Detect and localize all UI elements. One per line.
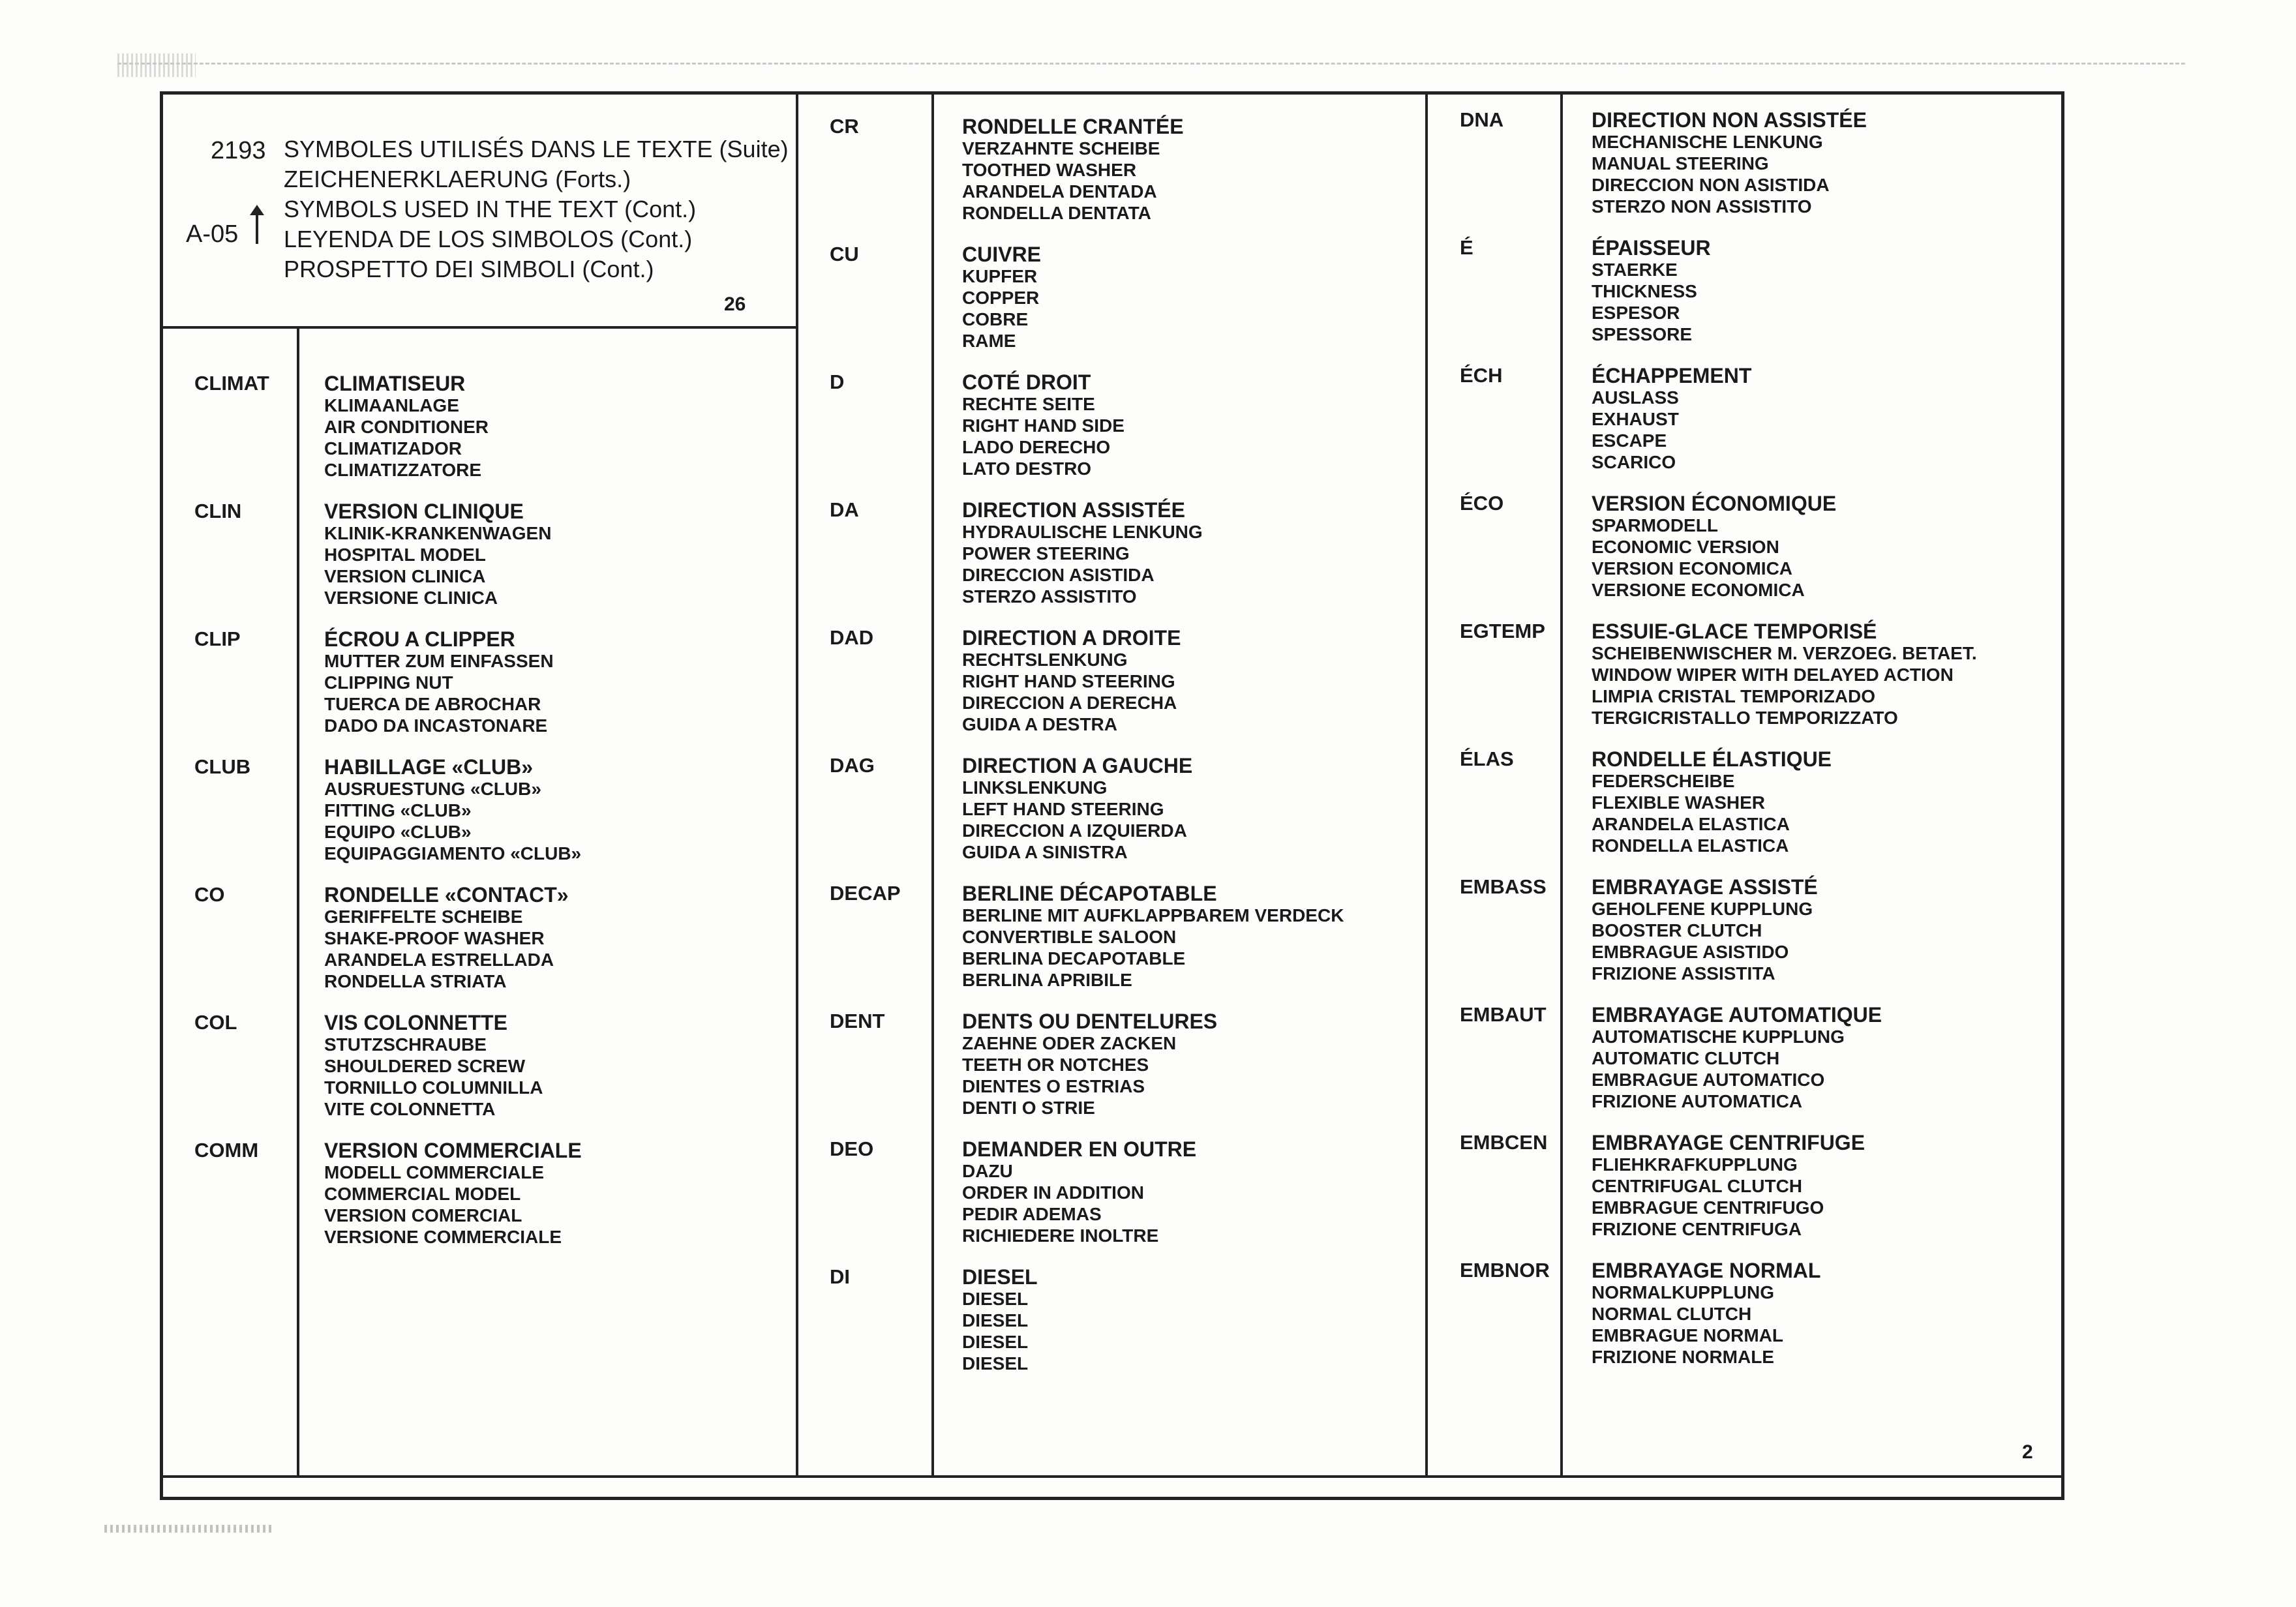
entry-translations <box>324 501 551 608</box>
entry-term-french: HABILLAGE «CLUB» <box>324 755 534 779</box>
column-divider <box>1425 91 1428 1477</box>
entry-term-translation: FLIEHKRAFKUPPLUNG <box>1592 1154 1798 1175</box>
entry-term-french: DIRECTION ASSISTÉE <box>962 498 1185 522</box>
entry-term-translation: EMBRAGUE NORMAL <box>1592 1325 1783 1345</box>
entry-abbreviation: EGTEMP <box>1460 620 1545 642</box>
entry-term-translation: STAERKE <box>1592 260 1678 280</box>
title-line-es: LEYENDA DE LOS SIMBOLOS (Cont.) <box>284 226 693 252</box>
entry-term-translation: CLIPPING NUT <box>324 672 453 693</box>
entry-term-translation: GERIFFELTE SCHEIBE <box>324 907 523 927</box>
entry-term-translation: DIRECCION NON ASISTIDA <box>1592 175 1830 195</box>
entry-translations <box>1592 1004 1882 1112</box>
entry-term-translation: ARANDELA ELASTICA <box>1592 814 1790 834</box>
entry-translations <box>1592 110 1867 217</box>
entry-term-translation: THICKNESS <box>1592 281 1697 301</box>
entry-abbreviation: É <box>1460 236 1473 259</box>
entry-term-translation: BOOSTER CLUTCH <box>1592 920 1762 940</box>
entry-term-translation: ORDER IN ADDITION <box>962 1182 1144 1203</box>
entry-translations <box>962 1139 1196 1246</box>
entry-term-translation: RONDELLA STRIATA <box>324 971 507 991</box>
column-divider <box>1560 91 1563 1477</box>
entry-term-french: EMBRAYAGE ASSISTÉ <box>1592 875 1818 899</box>
entry-term-french: ÉPAISSEUR <box>1592 236 1711 260</box>
entry-term-translation: EXHAUST <box>1592 409 1679 429</box>
entry-translations <box>962 116 1184 224</box>
document-title <box>284 134 789 284</box>
entry-term-translation: PEDIR ADEMAS <box>962 1204 1102 1224</box>
entry-term-translation: FRIZIONE CENTRIFUGA <box>1592 1219 1802 1239</box>
entry-term-translation: LINKSLENKUNG <box>962 777 1108 798</box>
entry-term-translation: STERZO ASSISTITO <box>962 586 1137 607</box>
entry-abbreviation: CO <box>194 883 225 906</box>
entry-abbreviation: DI <box>830 1265 850 1288</box>
entry-abbreviation: CLUB <box>194 755 251 778</box>
entry-term-translation: LADO DERECHO <box>962 437 1111 457</box>
title-line-de: ZEICHENERKLAERUNG (Forts.) <box>284 166 631 192</box>
entry-abbreviation: ÉLAS <box>1460 747 1514 770</box>
entry-term-translation: RIGHT HAND SIDE <box>962 415 1125 436</box>
entry-term-translation: DIENTES O ESTRIAS <box>962 1076 1145 1096</box>
column-divider <box>931 91 934 1477</box>
entry-translations <box>1592 493 1836 601</box>
entry-term-translation: VERSION COMERCIAL <box>324 1205 522 1225</box>
scan-artifact-bottom <box>104 1525 274 1533</box>
bottom-rule <box>160 1475 2064 1478</box>
entry-translations <box>962 500 1203 607</box>
entry-term-translation: DIESEL <box>962 1310 1029 1330</box>
entry-term-translation: DAZU <box>962 1161 1013 1181</box>
entry-term-translation: EQUIPO «CLUB» <box>324 822 472 842</box>
entry-term-translation: SCHEIBENWISCHER M. VERZOEG. BETAET. <box>1592 643 1977 663</box>
entry-term-translation: VERZAHNTE SCHEIBE <box>962 138 1160 158</box>
title-line-en: SYMBOLS USED IN THE TEXT (Cont.) <box>284 196 697 222</box>
entry-term-french: ESSUIE-GLACE TEMPORISÉ <box>1592 620 1877 643</box>
entry-term-translation: EQUIPAGGIAMENTO «CLUB» <box>324 843 582 864</box>
entry-translations <box>324 373 489 481</box>
entry-abbreviation: CLIN <box>194 500 242 522</box>
column-divider <box>297 326 299 1477</box>
entry-term-translation: FRIZIONE AUTOMATICA <box>1592 1091 1803 1111</box>
entry-term-translation: FITTING «CLUB» <box>324 800 472 820</box>
entry-translations <box>324 1012 543 1120</box>
entry-term-french: RONDELLE ÉLASTIQUE <box>1592 747 1832 771</box>
entry-abbreviation: EMBCEN <box>1460 1131 1548 1154</box>
entry-term-translation: GUIDA A SINISTRA <box>962 842 1128 862</box>
entry-abbreviation: D <box>830 370 845 393</box>
entry-translations <box>962 1011 1217 1119</box>
entry-term-french: VERSION CLINIQUE <box>324 500 524 523</box>
entry-term-translation: VERSIONE COMMERCIALE <box>324 1227 562 1247</box>
entry-term-translation: DADO DA INCASTONARE <box>324 715 548 736</box>
entry-translations <box>962 1267 1038 1374</box>
entry-term-translation: RAME <box>962 331 1016 351</box>
entry-term-translation: RECHTSLENKUNG <box>962 650 1128 670</box>
entry-term-translation: COBRE <box>962 309 1029 329</box>
document-code: 2193 <box>211 137 266 164</box>
header-bottom-rule <box>160 326 796 329</box>
entry-term-french: RONDELLE «CONTACT» <box>324 883 569 907</box>
entry-term-french: VIS COLONNETTE <box>324 1011 507 1034</box>
entry-translations <box>1592 621 1977 728</box>
entry-term-translation: VITE COLONNETTA <box>324 1099 496 1119</box>
entry-term-french: CLIMATISEUR <box>324 372 466 395</box>
entry-term-translation: TEETH OR NOTCHES <box>962 1055 1149 1075</box>
entry-term-french: EMBRAYAGE CENTRIFUGE <box>1592 1131 1865 1154</box>
entry-abbreviation: DA <box>830 498 859 521</box>
entry-abbreviation: DAG <box>830 754 875 777</box>
entry-term-french: DIRECTION NON ASSISTÉE <box>1592 108 1867 132</box>
entry-term-translation: TERGICRISTALLO TEMPORIZZATO <box>1592 708 1898 728</box>
entry-term-translation: TOOTHED WASHER <box>962 160 1137 180</box>
entry-abbreviation: ÉCO <box>1460 492 1504 515</box>
entry-term-translation: ARANDELA ESTRELLADA <box>324 950 554 970</box>
entry-term-french: BERLINE DÉCAPOTABLE <box>962 882 1217 905</box>
entry-term-french: DEMANDER EN OUTRE <box>962 1137 1197 1161</box>
entry-term-translation: HOSPITAL MODEL <box>324 545 486 565</box>
entry-term-french: VERSION ÉCONOMIQUE <box>1592 492 1837 515</box>
entry-term-translation: COPPER <box>962 288 1040 308</box>
entry-term-translation: STUTZSCHRAUBE <box>324 1034 487 1055</box>
entry-term-translation: STERZO NON ASSISTITO <box>1592 196 1812 217</box>
entry-term-translation: KLINIK-KRANKENWAGEN <box>324 523 552 543</box>
page-number: 2 <box>2022 1441 2033 1463</box>
entry-abbreviation: EMBASS <box>1460 875 1547 898</box>
entry-term-translation: ECONOMIC VERSION <box>1592 537 1779 557</box>
entry-term-translation: DIRECCION A IZQUIERDA <box>962 820 1187 841</box>
entry-term-translation: SCARICO <box>1592 452 1676 472</box>
entry-term-translation: AUSRUESTUNG «CLUB» <box>324 779 541 799</box>
entry-term-translation: RONDELLA ELASTICA <box>1592 835 1789 856</box>
entry-term-translation: AIR CONDITIONER <box>324 417 489 437</box>
entry-translations <box>1592 237 1711 345</box>
document-header <box>170 97 789 325</box>
entry-term-translation: EMBRAGUE CENTRIFUGO <box>1592 1197 1824 1218</box>
entry-abbreviation: DEO <box>830 1137 874 1160</box>
entry-term-translation: MANUAL STEERING <box>1592 153 1769 173</box>
entry-term-translation: FLEXIBLE WASHER <box>1592 792 1766 813</box>
entry-abbreviation: ÉCH <box>1460 364 1503 387</box>
entry-term-translation: WINDOW WIPER WITH DELAYED ACTION <box>1592 665 1954 685</box>
title-line-fr: SYMBOLES UTILISÉS DANS LE TEXTE (Suite) <box>284 136 789 162</box>
entry-translations <box>962 372 1125 479</box>
entry-term-translation: VERSIONE ECONOMICA <box>1592 580 1805 600</box>
entry-term-translation: DENTI O STRIE <box>962 1098 1095 1118</box>
entry-term-translation: RICHIEDERE INOLTRE <box>962 1225 1159 1246</box>
arrow-up-icon <box>256 207 258 244</box>
entry-abbreviation: CLIMAT <box>194 372 269 395</box>
entry-term-translation: COMMERCIAL MODEL <box>324 1184 521 1204</box>
entry-abbreviation: CR <box>830 115 859 138</box>
entry-translations <box>1592 877 1818 984</box>
entry-abbreviation: DENT <box>830 1010 885 1032</box>
entry-term-translation: KUPFER <box>962 266 1038 286</box>
entry-term-french: ÉCHAPPEMENT <box>1592 364 1752 387</box>
entry-term-translation: FRIZIONE ASSISTITA <box>1592 963 1775 984</box>
entry-translations <box>962 755 1192 863</box>
entry-abbreviation: EMBAUT <box>1460 1003 1547 1026</box>
entry-term-translation: GUIDA A DESTRA <box>962 714 1117 734</box>
entry-term-translation: TORNILLO COLUMNILLA <box>324 1077 543 1098</box>
entry-translations <box>1592 365 1751 473</box>
entry-term-translation: AUSLASS <box>1592 387 1679 408</box>
entry-term-translation: MODELL COMMERCIALE <box>324 1162 545 1182</box>
entry-abbreviation: DECAP <box>830 882 901 905</box>
entry-abbreviation: CLIP <box>194 627 241 650</box>
entry-abbreviation: COL <box>194 1011 237 1034</box>
entry-term-translation: MECHANISCHE LENKUNG <box>1592 132 1823 152</box>
entry-term-translation: DIESEL <box>962 1353 1029 1374</box>
entry-term-translation: RONDELLA DENTATA <box>962 203 1151 223</box>
entry-term-french: VERSION COMMERCIALE <box>324 1139 582 1162</box>
entry-term-translation: ARANDELA DENTADA <box>962 181 1157 202</box>
entry-term-translation: BERLINE MIT AUFKLAPPBAREM VERDECK <box>962 905 1344 925</box>
scan-artifact-top <box>117 63 2185 65</box>
entry-term-translation: ESCAPE <box>1592 430 1667 451</box>
entry-abbreviation: EMBNOR <box>1460 1259 1550 1282</box>
entry-term-french: DIESEL <box>962 1265 1038 1289</box>
entry-term-translation: BERLINA APRIBILE <box>962 970 1132 990</box>
entry-translations <box>1592 1260 1820 1368</box>
scan-artifact-corner <box>117 53 196 77</box>
entry-term-translation: VERSION CLINICA <box>324 566 486 586</box>
entry-term-translation: SPESSORE <box>1592 324 1693 344</box>
section-reference: A-05 <box>186 220 239 248</box>
entry-term-translation: LIMPIA CRISTAL TEMPORIZADO <box>1592 686 1876 706</box>
entry-translations <box>1592 749 1832 856</box>
entry-term-french: CUIVRE <box>962 243 1041 266</box>
entry-term-translation: SPARMODELL <box>1592 515 1718 535</box>
entry-translations <box>324 1140 582 1248</box>
entry-term-translation: DIESEL <box>962 1332 1029 1352</box>
entry-term-translation: CENTRIFUGAL CLUTCH <box>1592 1176 1803 1196</box>
entry-translations <box>324 884 569 992</box>
entry-term-french: COTÉ DROIT <box>962 370 1091 394</box>
entry-translations <box>324 629 554 736</box>
entry-term-french: EMBRAYAGE AUTOMATIQUE <box>1592 1003 1882 1027</box>
entry-term-translation: GEHOLFENE KUPPLUNG <box>1592 899 1813 919</box>
entry-term-french: DIRECTION A DROITE <box>962 626 1181 650</box>
entry-term-french: DIRECTION A GAUCHE <box>962 754 1193 777</box>
entry-translations <box>962 244 1041 352</box>
header-page-number: 26 <box>724 293 746 315</box>
entry-term-translation: TUERCA DE ABROCHAR <box>324 694 541 714</box>
entry-term-translation: NORMAL CLUTCH <box>1592 1304 1752 1324</box>
entry-term-translation: NORMALKUPPLUNG <box>1592 1282 1774 1302</box>
entry-term-translation: RIGHT HAND STEERING <box>962 671 1175 691</box>
entry-term-french: EMBRAYAGE NORMAL <box>1592 1259 1821 1282</box>
entry-term-translation: SHOULDERED SCREW <box>324 1056 526 1076</box>
entry-term-translation: EMBRAGUE AUTOMATICO <box>1592 1070 1825 1090</box>
entry-term-translation: KLIMAANLAGE <box>324 395 459 415</box>
entry-abbreviation: COMM <box>194 1139 259 1162</box>
entry-term-translation: DIRECCION A DERECHA <box>962 693 1177 713</box>
entry-term-translation: DIRECCION ASISTIDA <box>962 565 1155 585</box>
entry-abbreviation: DAD <box>830 626 874 649</box>
entry-translations <box>1592 1132 1865 1240</box>
entry-term-translation: MUTTER ZUM EINFASSEN <box>324 651 554 671</box>
entry-term-translation: CONVERTIBLE SALOON <box>962 927 1177 947</box>
entry-term-translation: HYDRAULISCHE LENKUNG <box>962 522 1203 542</box>
entry-term-translation: EMBRAGUE ASISTIDO <box>1592 942 1789 962</box>
entry-term-translation: AUTOMATISCHE KUPPLUNG <box>1592 1027 1845 1047</box>
entry-term-french: ÉCROU A CLIPPER <box>324 627 515 651</box>
column-divider <box>796 91 798 1477</box>
entry-translations <box>962 627 1181 735</box>
entry-term-translation: VERSION ECONOMICA <box>1592 558 1793 578</box>
entry-abbreviation: CU <box>830 243 859 265</box>
entry-translations <box>962 883 1344 991</box>
entry-term-translation: RECHTE SEITE <box>962 394 1095 414</box>
entry-term-translation: BERLINA DECAPOTABLE <box>962 948 1186 969</box>
entry-term-translation: ESPESOR <box>1592 303 1680 323</box>
entry-term-translation: DIESEL <box>962 1289 1029 1309</box>
entry-term-translation: FEDERSCHEIBE <box>1592 771 1735 791</box>
entry-term-translation: POWER STEERING <box>962 543 1130 563</box>
entry-term-translation: CLIMATIZADOR <box>324 438 462 458</box>
entry-abbreviation: DNA <box>1460 108 1504 131</box>
entry-term-translation: LEFT HAND STEERING <box>962 799 1164 819</box>
entry-term-french: DENTS OU DENTELURES <box>962 1010 1218 1033</box>
entry-term-translation: FRIZIONE NORMALE <box>1592 1347 1774 1367</box>
entry-term-translation: VERSIONE CLINICA <box>324 588 498 608</box>
entry-term-translation: ZAEHNE ODER ZACKEN <box>962 1033 1177 1053</box>
entry-term-translation: CLIMATIZZATORE <box>324 460 482 480</box>
entry-term-translation: AUTOMATIC CLUTCH <box>1592 1048 1780 1068</box>
entry-term-translation: SHAKE-PROOF WASHER <box>324 928 545 948</box>
entry-term-translation: LATO DESTRO <box>962 458 1092 479</box>
entry-translations <box>324 757 581 864</box>
title-line-it: PROSPETTO DEI SIMBOLI (Cont.) <box>284 256 654 282</box>
entry-term-french: RONDELLE CRANTÉE <box>962 115 1184 138</box>
